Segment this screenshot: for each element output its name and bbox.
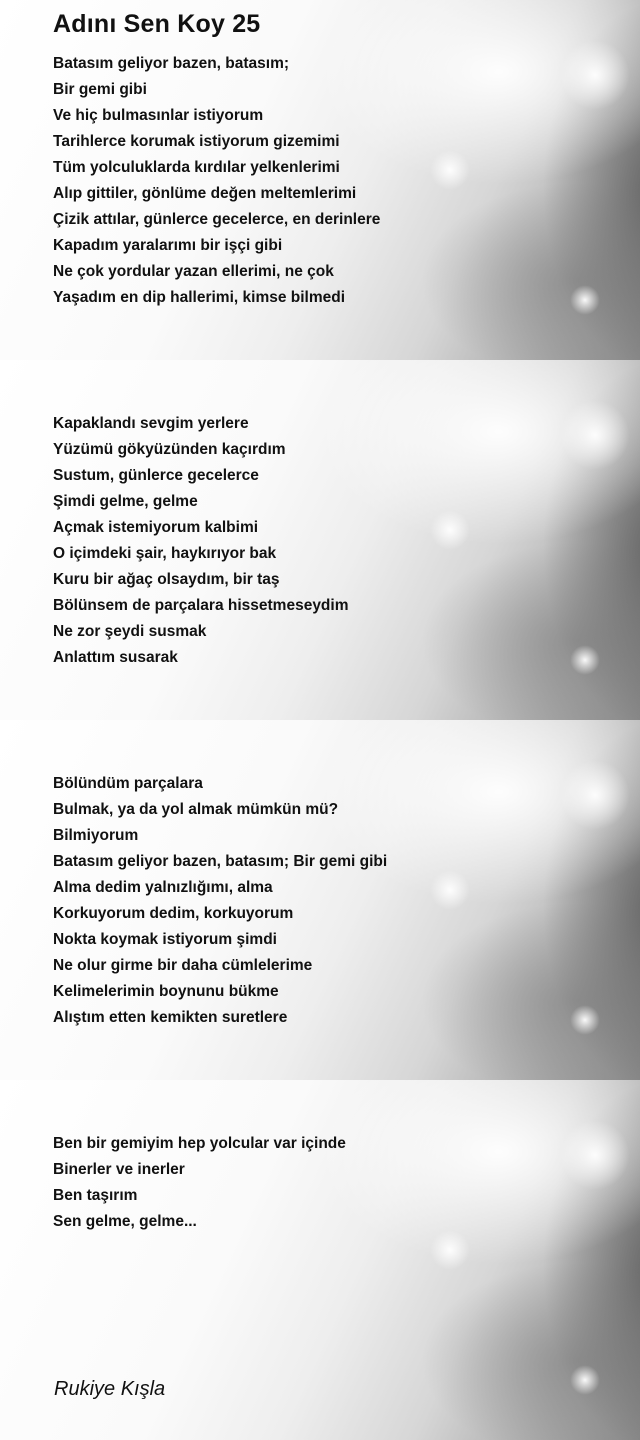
poem-line: Korkuyorum dedim, korkuyorum [53,905,294,922]
poem-line: Bölünsem de parçalara hissetmeseydim [53,597,349,614]
poem-line: Açmak istemiyorum kalbimi [53,519,259,536]
poem-author: Rukiye Kışla [54,1378,166,1400]
poem-line: Alıp gittiler, gönlüme değen meltemlerimi [53,185,357,202]
poem-line: Sen gelme, gelme... [53,1213,197,1230]
poem-line: Kelimelerimin boynunu bükme [53,983,279,1000]
poem-line: Tüm yolculuklarda kırdılar yelkenlerimi [53,159,340,176]
poem-panel-1 [0,0,640,360]
poem-line: Yüzümü gökyüzünden kaçırdım [53,441,286,458]
poem-panel-4 [0,1080,640,1440]
stanza-4 [53,1131,346,1235]
poem-line: Şimdi gelme, gelme [53,493,198,510]
poem-line: Ne çok yordular yazan ellerimi, ne çok [53,263,334,280]
poem-panel-2 [0,360,640,720]
poem-line: Ne olur girme bir daha cümlelerime [53,957,313,974]
poem-line: Ben taşırım [53,1187,138,1204]
poem-line: O içimdeki şair, haykırıyor bak [53,545,277,562]
poem-line: Bölündüm parçalara [53,775,203,792]
poem-line: Kapadım yaralarımı bir işçi gibi [53,237,283,254]
poem-line: Kapaklandı sevgim yerlere [53,415,249,432]
stanza-1 [53,51,380,311]
poem-line: Tarihlerce korumak istiyorum gizemimi [53,133,340,150]
stanza-3 [53,771,387,1031]
poem-line: Batasım geliyor bazen, batasım; [53,55,290,72]
poem-line: Nokta koymak istiyorum şimdi [53,931,277,948]
poem-line: Sustum, günlerce gecelerce [53,467,259,484]
poem-line: Çizik attılar, günlerce gecelerce, en derinlere [53,211,381,228]
poem-line: Kuru bir ağaç olsaydım, bir taş [53,571,280,588]
poem-line: Anlattım susarak [53,649,178,666]
stanza-2 [53,411,349,671]
poem-line: Ben bir gemiyim hep yolcular var içinde [53,1135,346,1152]
poem-line: Ne zor şeydi susmak [53,623,207,640]
poem-line: Batasım geliyor bazen, batasım; Bir gemi gibi [53,853,388,870]
poem-line: Binerler ve inerler [53,1161,185,1178]
poem-line: Bilmiyorum [53,827,139,844]
poem-line: Ve hiç bulmasınlar istiyorum [53,107,264,124]
poem-line: Alma dedim yalnızlığımı, alma [53,879,273,896]
poem-panel-3 [0,720,640,1080]
poem-line: Yaşadım en dip hallerimi, kimse bilmedi [53,289,346,306]
poem-title: Adını Sen Koy 25 [53,10,261,38]
poem-line: Bulmak, ya da yol almak mümkün mü? [53,801,339,818]
poem-line: Bir gemi gibi [53,81,147,98]
poem-line: Alıştım etten kemikten suretlere [53,1009,288,1026]
